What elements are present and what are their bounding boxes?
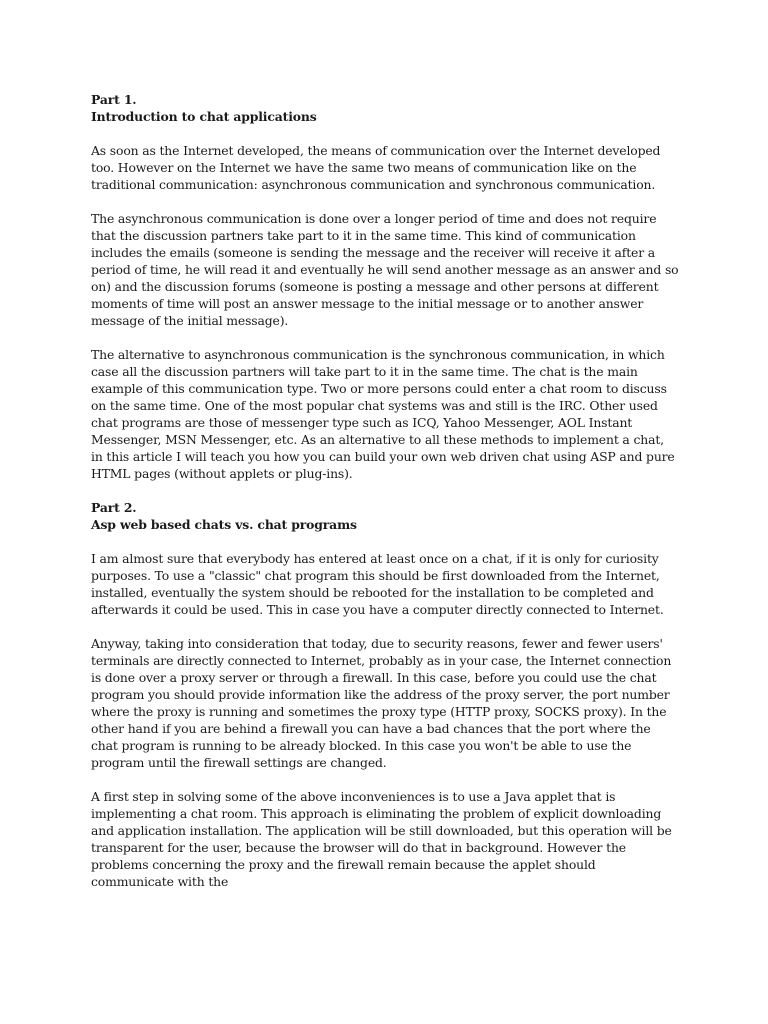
- paragraph: The alternative to asynchronous communication is the synchronous communication, in which case all the discussion partners will take part to it in the same time. The chat is the main example of this communication type. Two or more persons could enter a chat room to discuss on the same time. One of the most popular chat systems was and still is the IRC. Other used chat programs are those of messenger type such as ICQ, Yahoo Messenger, AOL Instant Messenger, MSN Messenger, etc. As an alternative to all these methods to implement a chat, in this article I will teach you how you can build your own web driven chat using ASP and pure HTML pages (without applets or plug-ins).: [91, 347, 675, 481]
- part-label: Part 2.: [91, 500, 137, 515]
- section-title: Introduction to chat applications: [91, 109, 317, 124]
- paragraph: As soon as the Internet developed, the means of communication over the Internet developed too. However on the Internet we have the same two means of communication like on the traditional communication: asynchronous communication and synchronous communication.: [91, 143, 661, 192]
- paragraph: I am almost sure that everybody has entered at least once on a chat, if it is only for curiosity purposes. To use a "classic" chat program this should be first downloaded from the Internet, installed, eventually the system should be rebooted for the installation to be completed and afterwards it could be used. This in case you have a computer directly connected to Internet.: [91, 551, 664, 617]
- paragraph: The asynchronous communication is done over a longer period of time and does not require that the discussion partners take part to it in the same time. This kind of communication includes the emails (someone is sending the message and the receiver will receive it after a period of time, he will read it and eventually he will send another message as an answer and so on) and the discussion forums (someone is posting a message and other persons at different moments of time will post an answer message to the initial message or to another answer message of the initial message).: [91, 211, 679, 328]
- part-label: Part 1.: [91, 92, 137, 107]
- section-part-2: [91, 499, 679, 890]
- section-part-1: [91, 91, 679, 482]
- document-page: [91, 91, 679, 890]
- paragraph: A first step in solving some of the above inconveniences is to use a Java applet that is implementing a chat room. This approach is eliminating the problem of explicit downloading and application installation. The application will be still downloaded, but this operation will be transparent for the user, because the browser will do that in background. However the problems concerning the proxy and the firewall remain because the applet should communicate with the: [91, 789, 672, 889]
- section-title: Asp web based chats vs. chat programs: [91, 517, 357, 532]
- paragraph: Anyway, taking into consideration that today, due to security reasons, fewer and fewer users' terminals are directly connected to Internet, probably as in your case, the Internet connection is done over a proxy server or through a firewall. In this case, before you could use the chat program you should provide information like the address of the proxy server, the port number where the proxy is running and sometimes the proxy type (HTTP proxy, SOCKS proxy). In the other hand if you are behind a firewall you can have a bad chances that the port where the chat program is running to be already blocked. In this case you won't be able to use the program until the firewall settings are changed.: [91, 636, 672, 770]
